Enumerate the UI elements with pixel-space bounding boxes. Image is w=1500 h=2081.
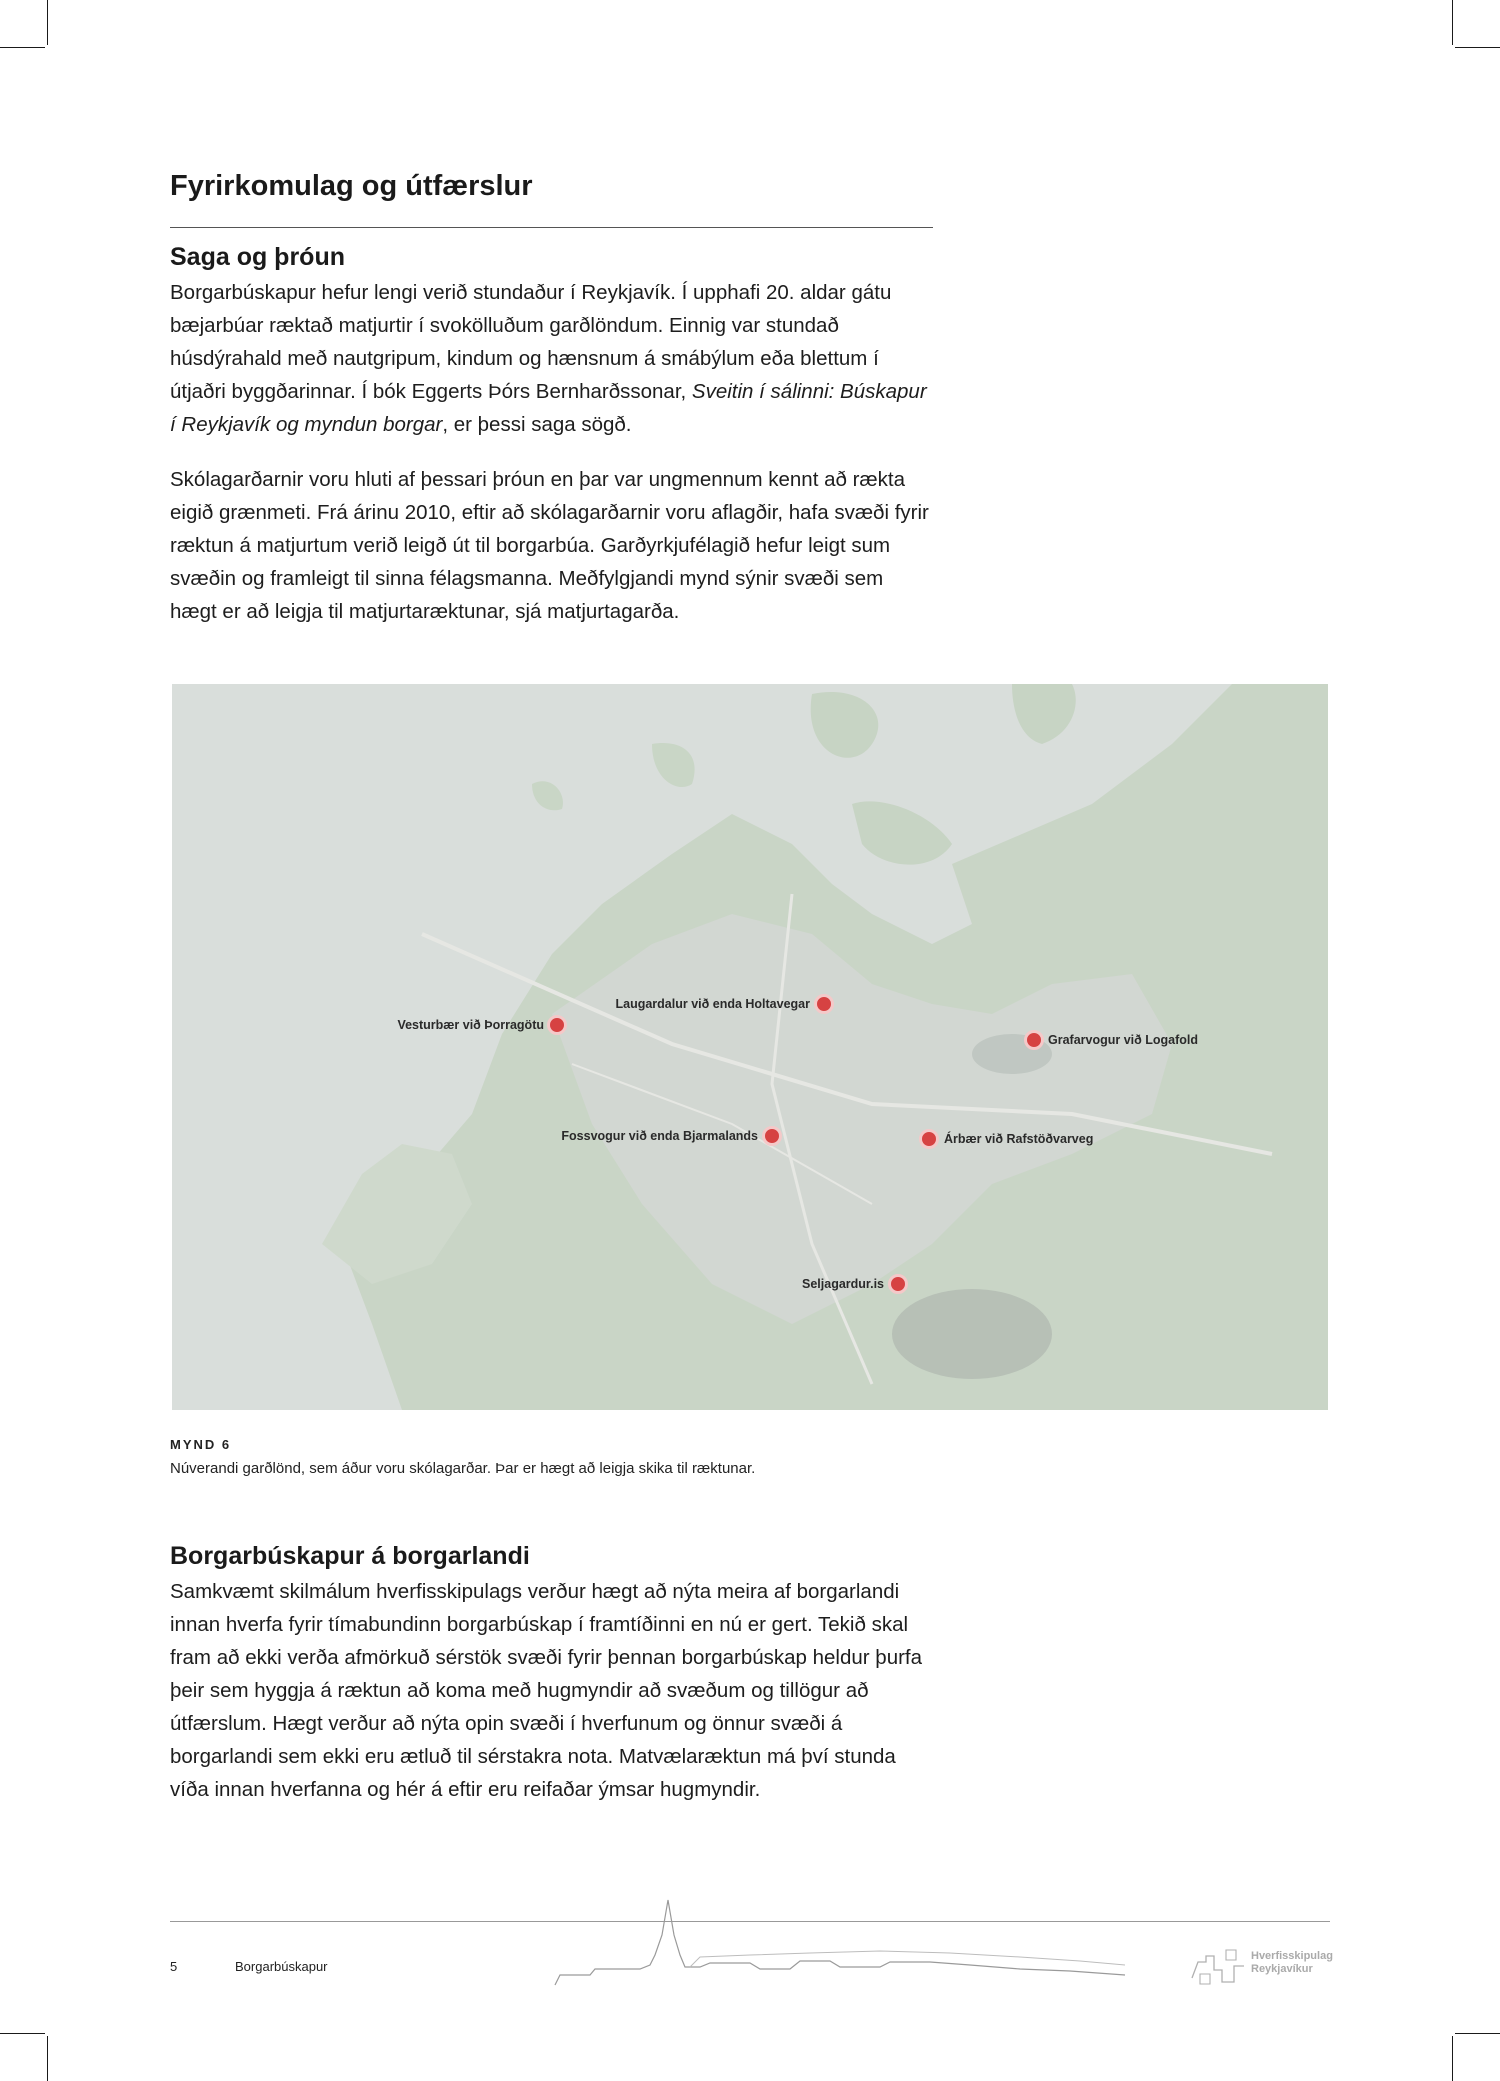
crop-mark	[1455, 2033, 1500, 2034]
history-paragraph-2: Skólagarðarnir voru hluti af þessari þróun en þar var ungmennum kennt að rækta eigið grænmeti. Frá árinu 2010, eftir að skólagarðarnir voru aflagðir, hafa svæði fyrir ræktun á matjurtum verið leigð út til borgarbúa. Garðyrkjufélagið hefur leigt sum svæðin og framleigt til sinna félagsmanna. Meðfylgjandi mynd sýnir svæði sem hægt er að leigja til matjurtaræktunar, sjá matjurtagarða.	[170, 468, 929, 623]
pin-vesturbaer[interactable]	[547, 1015, 567, 1035]
skyline-illustration	[550, 1895, 1130, 1990]
footer-section-name: Borgarbúskapur	[235, 1959, 328, 1974]
garden-locations-map	[172, 684, 1328, 1410]
crop-mark	[47, 2036, 48, 2081]
crop-mark	[0, 2033, 45, 2034]
map-label-grafarvogur: Grafarvogur við Logafold	[1048, 1033, 1199, 1047]
map-label-arbaer: Árbær við Rafstöðvarveg	[944, 1132, 1094, 1146]
city-land-paragraph: Samkvæmt skilmálum hverfisskipulags verður hægt að nýta meira af borgarlandi innan hverfa fyrir tímabundinn borgarbúskap í framtíðinni en nú er gert. Tekið skal fram að ekki verða afmörkuð sérstök svæði fyrir þennan borgarbúskap heldur þurfa þeir sem hyggja á ræktun að koma með hugmyndir að svæðum og tillögur að útfærslum. Hægt verður að nýta opin svæði í hverfunum og önnur svæði á borgarlandi sem ekki eru ætluð til sérstakra nota. Matvælaræktun má því stunda víða innan hverfanna og hér á eftir eru reifaðar ýmsar hugmyndir.	[170, 1580, 923, 1801]
logo-line-1: Hverfisskipulag	[1251, 1950, 1333, 1962]
pin-grafarvogur[interactable]	[1024, 1030, 1044, 1050]
pin-fossvogur[interactable]	[762, 1126, 782, 1146]
section-heading-city-land: Borgarbúskapur á borgarlandi	[170, 1542, 530, 1570]
section-heading-history: Saga og þróun	[170, 243, 345, 271]
crop-mark	[47, 0, 48, 45]
crop-mark	[1452, 0, 1453, 45]
map-label-seljagardur: Seljagardur.is	[802, 1277, 884, 1291]
crop-mark	[0, 47, 45, 48]
footer-logo-text	[1251, 1950, 1333, 1976]
figure-label: MYND 6	[170, 1437, 232, 1452]
reykjavik-logo-icon	[1190, 1948, 1246, 1986]
map-label-fossvogur: Fossvogur við enda Bjarmalands	[561, 1129, 758, 1143]
map-background	[172, 684, 1328, 1410]
book-title: Sveitin í sálinni: Búskapur í Reykjavík og myndun borgar	[170, 380, 927, 436]
figure-caption: Núverandi garðlönd, sem áður voru skólagarðar. Þar er hægt að leigja skika til ræktunar.	[170, 1460, 756, 1477]
map-label-vesturbaer: Vesturbær við Þorragötu	[397, 1018, 544, 1032]
pin-arbaer[interactable]	[919, 1129, 939, 1149]
history-paragraph-1: Borgarbúskapur hefur lengi verið stundaður í Reykjavík. Í upphafi 20. aldar gátu bæjarbúar ræktað matjurtir í svokölluðum garðlöndum. Einnig var stundað húsdýrahald með nautgripum, kindum og hænsnum á smábýlum eða blettum í útjaðri byggðarinnar. Í bók Eggerts Þórs Bernharðssonar, Sveitin í sálinni: Búskapur í Reykjavík og myndun borgar, er þessi saga sögð.	[170, 281, 927, 436]
page-title: Fyrirkomulag og útfærslur	[170, 170, 533, 202]
logo-line-2: Reykjavíkur	[1251, 1963, 1313, 1975]
crop-mark	[1452, 2036, 1453, 2081]
map-label-laugardalur: Laugardalur við enda Holtavegar	[615, 997, 810, 1011]
pin-seljagardur[interactable]	[888, 1274, 908, 1294]
title-divider	[170, 227, 933, 228]
pin-laugardalur[interactable]	[814, 994, 834, 1014]
crop-mark	[1455, 47, 1500, 48]
page-number: 5	[170, 1959, 178, 1974]
